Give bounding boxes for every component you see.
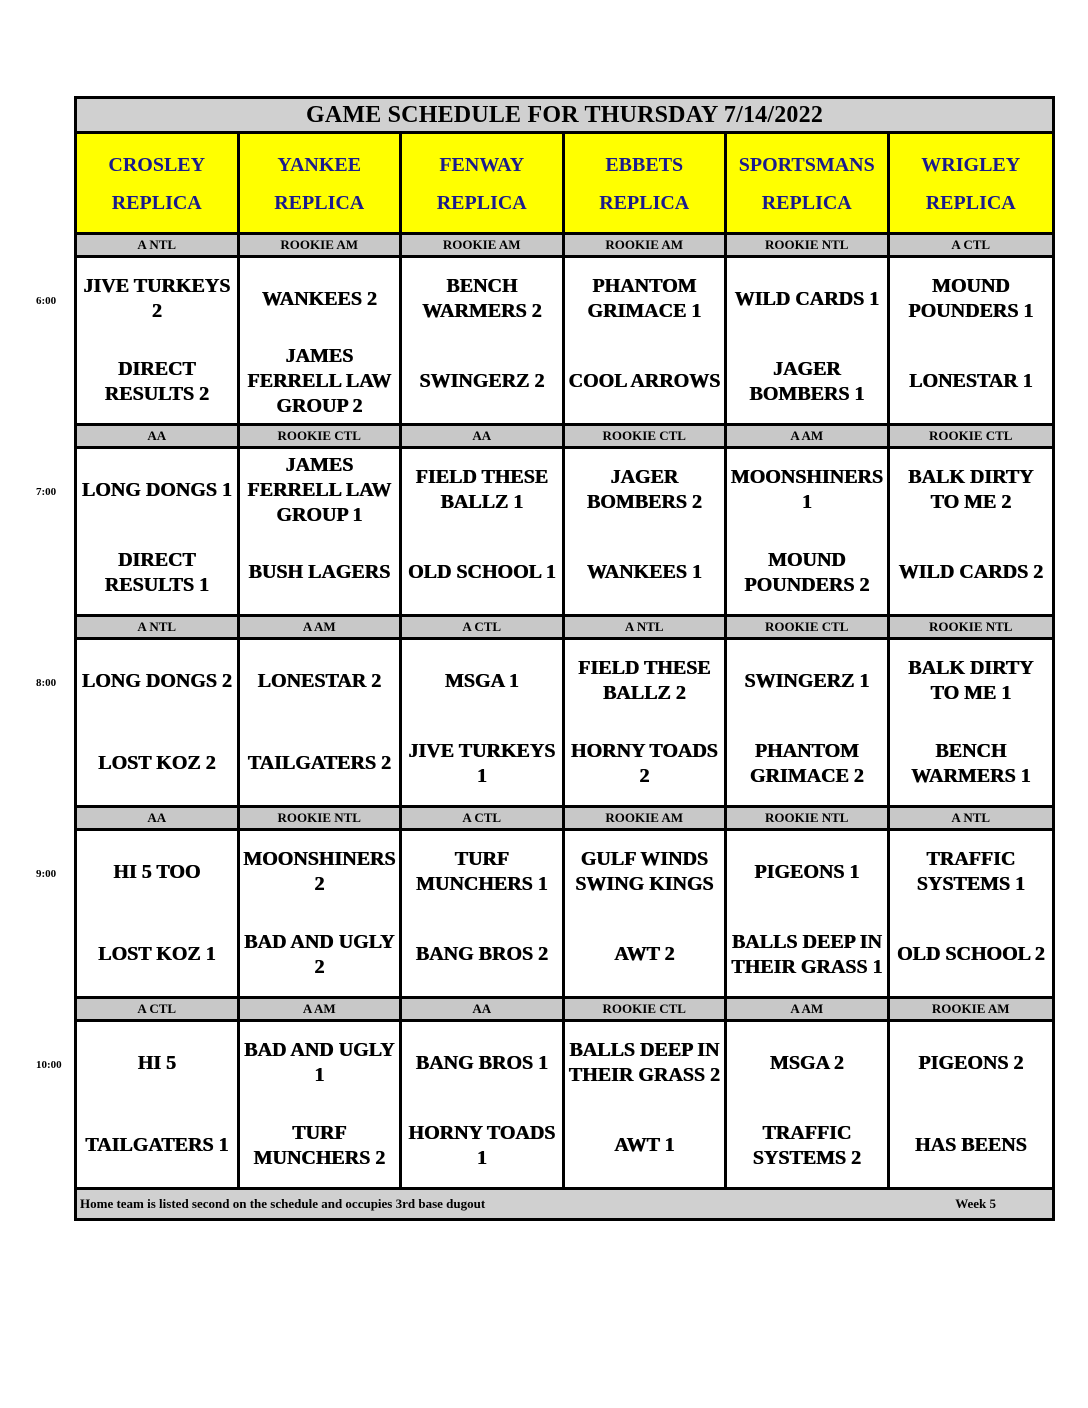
division-label: A AM [240, 617, 403, 637]
division-label: A AM [727, 426, 890, 446]
time-label: 10:00 [36, 1059, 62, 1071]
week-label: Week 5 [955, 1196, 996, 1211]
field-header-ebbets [565, 134, 728, 232]
away-team: BANG BROS 1 [415, 1051, 548, 1074]
away-team: HI 5 TOO [113, 860, 201, 883]
division-label: A CTL [77, 999, 240, 1019]
away-team: LONG DONGS 2 [81, 669, 232, 692]
home-team: TRAFFIC SYSTEMS 2 [752, 1121, 861, 1169]
time-label: 9:00 [36, 868, 57, 880]
home-team: HAS BEENS [914, 1134, 1027, 1157]
game-row [77, 1019, 1052, 1187]
field-sub: REPLICA [761, 192, 852, 214]
field-header-wrigley [890, 134, 1053, 232]
game-cell [890, 449, 1053, 614]
field-name: WRIGLEY [921, 154, 1021, 176]
away-team: LONG DONGS 1 [81, 478, 232, 501]
away-team: WILD CARDS 1 [734, 287, 879, 310]
time-label: 7:00 [36, 486, 57, 498]
division-label: ROOKIE NTL [890, 617, 1053, 637]
time-label: 6:00 [36, 295, 57, 307]
home-team: LONESTAR 1 [908, 370, 1033, 393]
game-cell [402, 449, 565, 614]
game-cell [402, 258, 565, 423]
home-team: JIVE TURKEYS 1 [408, 739, 556, 787]
game-cell [565, 1022, 728, 1187]
home-team: TAILGATERS 1 [85, 1134, 229, 1157]
home-team: JAGER BOMBERS 1 [749, 357, 865, 405]
home-team: BUSH LAGERS [248, 561, 391, 584]
division-label: AA [77, 426, 240, 446]
time-label: 8:00 [36, 677, 57, 689]
away-team: FIELD THESE BALLZ 1 [415, 466, 548, 514]
schedule-table [74, 96, 1055, 1221]
division-label: A CTL [402, 808, 565, 828]
away-team: BALLS DEEP IN THEIR GRASS 2 [568, 1039, 720, 1087]
home-team: TURF MUNCHERS 2 [253, 1121, 386, 1169]
away-team: GULF WINDS SWING KINGS [575, 848, 714, 896]
game-cell [727, 258, 890, 423]
home-team: WILD CARDS 2 [898, 561, 1043, 584]
away-team: TURF MUNCHERS 1 [415, 848, 548, 896]
away-team: BAD AND UGLY 1 [244, 1039, 395, 1087]
home-team: LOST KOZ 1 [98, 943, 216, 966]
away-team: MOONSHINERS 1 [730, 466, 883, 514]
game-cell [240, 449, 403, 614]
game-cell [77, 1022, 240, 1187]
away-team: LONESTAR 2 [257, 669, 382, 692]
home-team: AWT 2 [614, 943, 675, 966]
game-cell [240, 1022, 403, 1187]
field-header-row [77, 134, 1052, 232]
game-cell [727, 640, 890, 805]
home-team: PHANTOM GRIMACE 2 [749, 739, 864, 787]
home-team: OLD SCHOOL 1 [407, 561, 556, 584]
home-team: JAMES FERRELL LAW GROUP 2 [247, 345, 392, 418]
game-cell [240, 258, 403, 423]
division-label: ROOKIE AM [402, 235, 565, 255]
away-team: PIGEONS 2 [918, 1051, 1024, 1074]
away-team: BALK DIRTY TO ME 2 [908, 466, 1034, 514]
game-cell [77, 258, 240, 423]
field-name: EBBETS [605, 154, 684, 176]
away-team: MOUND POUNDERS 1 [908, 275, 1034, 323]
home-team: OLD SCHOOL 2 [896, 943, 1045, 966]
division-label: A NTL [77, 235, 240, 255]
field-header-sportsmans [727, 134, 890, 232]
field-sub: REPLICA [436, 192, 527, 214]
game-cell [77, 640, 240, 805]
field-header-yankee [240, 134, 403, 232]
home-team: BALLS DEEP IN THEIR GRASS 1 [731, 930, 883, 978]
away-team: MOONSHINERS 2 [243, 848, 396, 896]
division-label: ROOKIE CTL [727, 617, 890, 637]
away-team: MSGA 1 [444, 669, 519, 692]
game-cell [565, 831, 728, 996]
field-header-crosley [77, 134, 240, 232]
game-cell [890, 640, 1053, 805]
home-team: DIRECT RESULTS 1 [104, 548, 209, 596]
division-label: ROOKIE NTL [240, 808, 403, 828]
division-label: ROOKIE NTL [727, 808, 890, 828]
game-cell [402, 640, 565, 805]
division-label: A AM [240, 999, 403, 1019]
home-team: TAILGATERS 2 [247, 752, 391, 775]
game-cell [565, 449, 728, 614]
division-label: ROOKIE AM [565, 235, 728, 255]
division-row [77, 232, 1052, 255]
away-team: JIVE TURKEYS 2 [83, 275, 231, 323]
game-cell [890, 831, 1053, 996]
away-team: TRAFFIC SYSTEMS 1 [916, 848, 1025, 896]
division-label: ROOKIE CTL [890, 426, 1053, 446]
field-sub: REPLICA [274, 192, 365, 214]
division-row [77, 805, 1052, 828]
game-cell [890, 1022, 1053, 1187]
division-label: AA [77, 808, 240, 828]
away-team: PHANTOM GRIMACE 1 [587, 275, 702, 323]
game-cell [77, 831, 240, 996]
away-team: JAMES FERRELL LAW GROUP 1 [247, 453, 392, 526]
home-team: DIRECT RESULTS 2 [104, 357, 209, 405]
field-sub: REPLICA [925, 192, 1016, 214]
home-team: BENCH WARMERS 1 [911, 739, 1031, 787]
home-team: BAD AND UGLY 2 [244, 930, 395, 978]
division-label: A AM [727, 999, 890, 1019]
home-team: WANKEES 1 [586, 561, 702, 584]
division-label: A NTL [565, 617, 728, 637]
division-label: A CTL [890, 235, 1053, 255]
game-cell [565, 640, 728, 805]
division-label: ROOKIE CTL [565, 999, 728, 1019]
game-cell [402, 1022, 565, 1187]
division-label: ROOKIE AM [890, 999, 1053, 1019]
field-name: FENWAY [439, 154, 525, 176]
division-label: AA [402, 426, 565, 446]
away-team: HI 5 [137, 1051, 176, 1074]
division-row [77, 614, 1052, 637]
game-cell [890, 258, 1053, 423]
time-slots [77, 232, 1052, 1187]
division-label: A CTL [402, 617, 565, 637]
away-team: JAGER BOMBERS 2 [586, 466, 702, 514]
game-row [77, 637, 1052, 805]
division-label: AA [402, 999, 565, 1019]
away-team: BENCH WARMERS 2 [422, 275, 542, 323]
division-row [77, 996, 1052, 1019]
home-team: MOUND POUNDERS 2 [744, 548, 870, 596]
game-row [77, 255, 1052, 423]
home-team: AWT 1 [614, 1134, 675, 1157]
home-team: COOL ARROWS [568, 370, 721, 393]
game-row [77, 828, 1052, 996]
away-team: MSGA 2 [769, 1051, 844, 1074]
field-sub: REPLICA [599, 192, 690, 214]
footer [77, 1187, 1052, 1218]
division-label: ROOKIE AM [565, 808, 728, 828]
field-name: SPORTSMANS [738, 154, 875, 176]
home-team: SWINGERZ 2 [419, 370, 545, 393]
division-label: ROOKIE AM [240, 235, 403, 255]
home-team-note: Home team is listed second on the schedule and occupies 3rd base dugout [80, 1196, 486, 1211]
away-team: BALK DIRTY TO ME 1 [908, 657, 1034, 705]
game-cell [727, 449, 890, 614]
field-sub: REPLICA [111, 192, 202, 214]
game-cell [402, 831, 565, 996]
field-name: CROSLEY [108, 154, 206, 176]
division-label: ROOKIE CTL [240, 426, 403, 446]
home-team: HORNY TOADS 1 [408, 1121, 556, 1169]
schedule-title: GAME SCHEDULE FOR THURSDAY 7/14/2022 [77, 99, 1052, 134]
away-team: SWINGERZ 1 [744, 669, 870, 692]
game-cell [240, 640, 403, 805]
division-label: ROOKIE NTL [727, 235, 890, 255]
away-team: WANKEES 2 [261, 287, 377, 310]
home-team: HORNY TOADS 2 [570, 739, 718, 787]
away-team: FIELD THESE BALLZ 2 [578, 657, 711, 705]
game-cell [727, 1022, 890, 1187]
game-cell [727, 831, 890, 996]
game-cell [240, 831, 403, 996]
away-team: PIGEONS 1 [754, 860, 860, 883]
game-row [77, 446, 1052, 614]
game-cell [565, 258, 728, 423]
division-label: A NTL [890, 808, 1053, 828]
field-name: YANKEE [277, 154, 362, 176]
game-cell [77, 449, 240, 614]
division-label: A NTL [77, 617, 240, 637]
division-row [77, 423, 1052, 446]
division-label: ROOKIE CTL [565, 426, 728, 446]
field-header-fenway [402, 134, 565, 232]
home-team: BANG BROS 2 [415, 943, 548, 966]
home-team: LOST KOZ 2 [98, 752, 216, 775]
